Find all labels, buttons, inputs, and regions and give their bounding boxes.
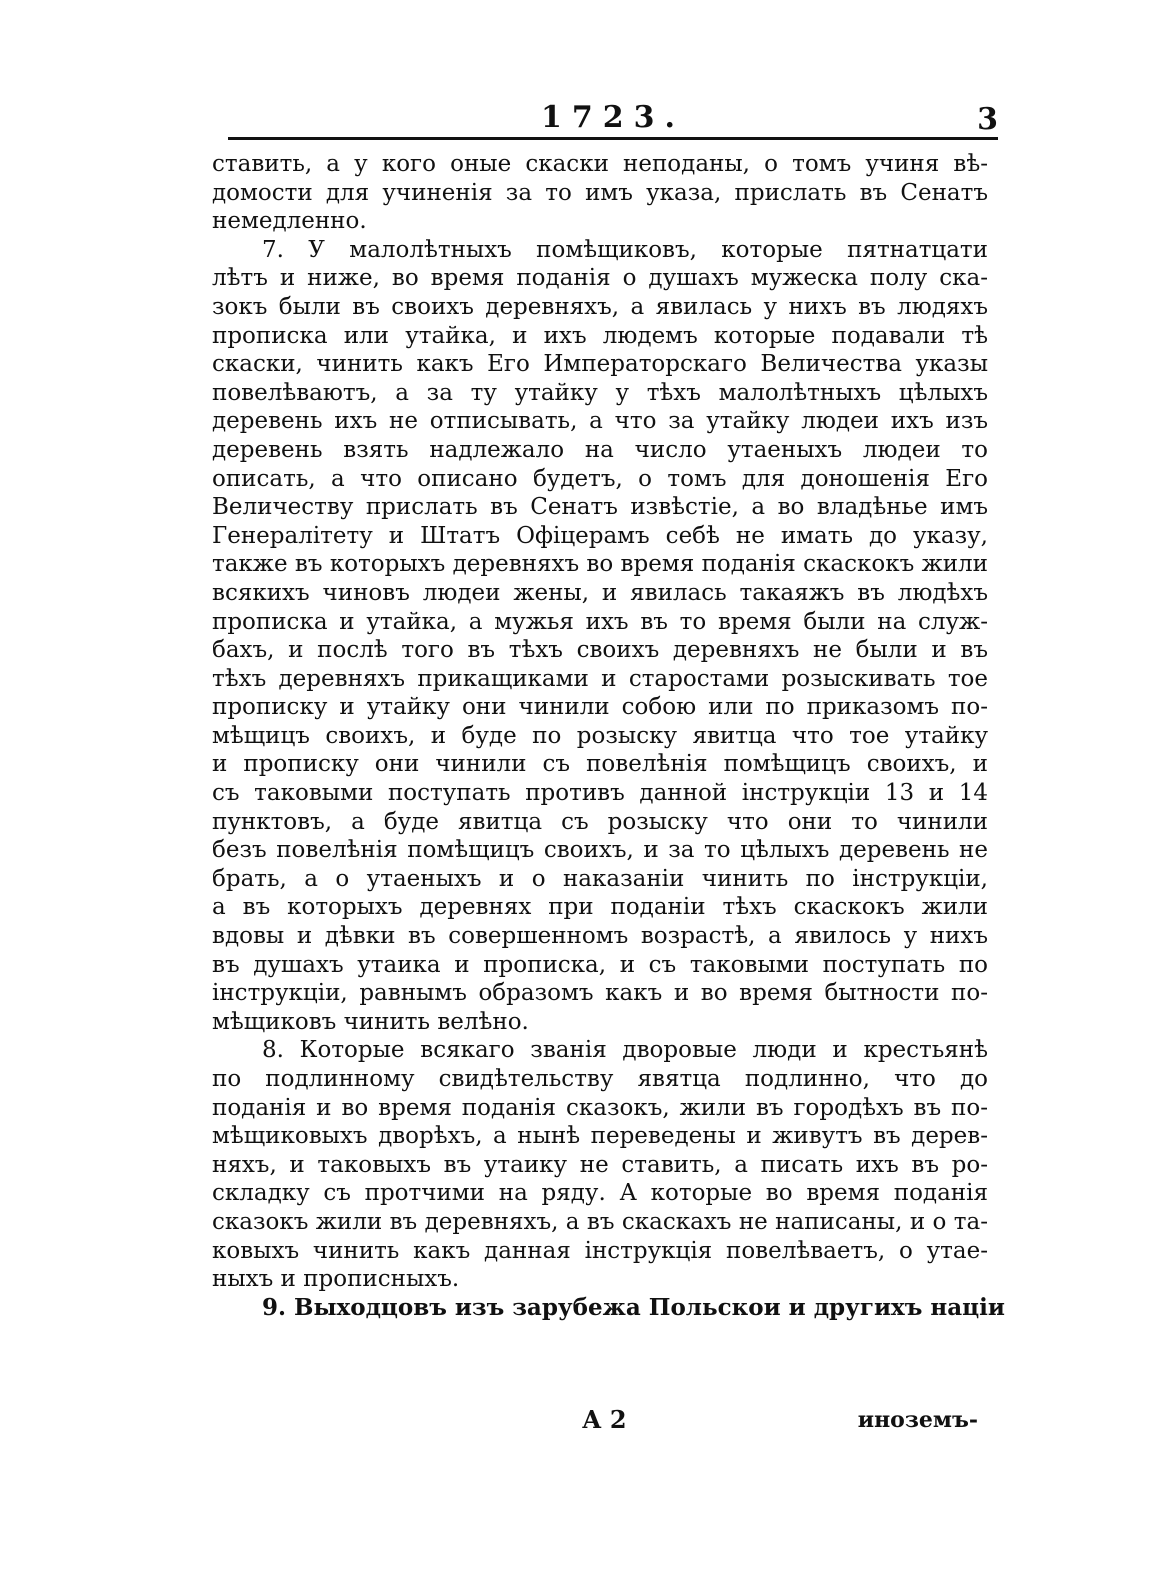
text-line: деревень ихъ не отписывать, а что за утайку людеи ихъ изъ [212,408,988,435]
page-header [228,96,998,140]
text-line: прописка и утайка, а мужья ихъ въ то время были на служ- [212,608,988,635]
catchword: иноземъ- [857,1407,978,1433]
text-line: ковыхъ чинить какъ данная інструкція повелѣваетъ, о утае- [212,1237,988,1264]
paragraph [212,1293,1005,1323]
text-line: ставить, а у кого оные скаски неподаны, о томъ учиня вѣ- [212,151,988,177]
text-line: прописку и утайку они чинили собою или по приказомъ по- [212,694,988,721]
paragraph [212,1036,988,1293]
text-line: домости для учиненія за то имъ указа, прислать въ Сенатъ [212,179,988,206]
text-line: а въ которыхъ деревнях при поданіи тѣхъ скаскокъ жили [212,894,988,921]
text-line: скаски, чинить какъ Его Императорскаго Величества указы [212,351,988,378]
text-line: ныхъ и прописныхъ. [212,1266,460,1293]
text-line: немедленно. [212,208,367,235]
text-line: повелѣваютъ, а за ту утайку у тѣхъ малолѣтныхъ цѣлыхъ [212,379,988,406]
text-line: описать, а что описано будетъ, о томъ для доношенія Его [212,465,988,492]
text-line: 9. Выходцовъ изъ зарубежа Польскои и другихъ націи [262,1293,1005,1321]
text-line: деревень взять надлежало на число утаеныхъ людеи то [212,436,988,463]
page-number: 3 [977,102,998,137]
text-line: Генералітету и Штатъ Офіцерамъ себѣ не имать до указу, [212,522,988,549]
text-line: зокъ были въ своихъ деревняхъ, а явилась у нихъ въ людяхъ [212,293,988,320]
text-line: брать, а о утаеныхъ и о наказаніи чинить по інструкціи, [212,865,988,892]
paragraph [212,236,988,1037]
text-line: и прописку они чинили съ повелѣнія помѣщицъ своихъ, и [212,751,988,778]
body-text [212,150,1005,1322]
text-line: всякихъ чиновъ людеи жены, и явилась такаяжъ въ людѣхъ [212,579,988,606]
text-line: прописка или утайка, и ихъ людемъ которые подавали тѣ [212,322,988,349]
text-line: 7. У малолѣтныхъ помѣщиковъ, которые пятнатцати [262,236,988,263]
signature-mark: А 2 [582,1405,627,1434]
text-line: сказокъ жили въ деревняхъ, а въ скаскахъ не написаны, и о та- [212,1208,988,1235]
text-line: няхъ, и таковыхъ въ утаику не ставить, а писать ихъ въ ро- [212,1151,988,1178]
text-line: поданія и во время поданія сказокъ, жили въ городѣхъ въ по- [212,1094,988,1121]
text-line: інструкціи, равнымъ образомъ какъ и во время бытности по- [212,980,988,1007]
text-line: пунктовъ, а буде явитца съ розыску что они то чинили [212,808,988,835]
header-rule [228,137,998,140]
text-line: лѣтъ и ниже, во время поданія о душахъ мужеска полу ска- [212,265,988,292]
paragraph [212,150,988,236]
text-line: съ таковыми поступать противъ данной інструкціи 13 и 14 [212,780,988,807]
text-line: тѣхъ деревняхъ прикащиками и старостами розыскивать тое [212,665,988,692]
header-year: 1723. [541,100,685,135]
page-footer [212,1405,988,1435]
text-line: мѣщиковъ чинить велѣно. [212,1008,529,1035]
text-line: въ душахъ утаика и прописка, и съ таковыми поступать по [212,951,988,978]
text-line: вдовы и дѣвки въ совершенномъ возрастѣ, а явилось у нихъ [212,923,988,950]
text-line: 8. Которые всякаго званія дворовые люди и крестьянѣ [262,1037,988,1064]
text-line: мѣщиковыхъ дворѣхъ, а нынѣ переведены и живутъ въ дерев- [212,1123,988,1150]
text-line: складку съ протчими на ряду. А которые во время поданія [212,1180,988,1207]
text-line: мѣщицъ своихъ, и буде по розыску явитца что тое утайку [212,722,988,749]
text-line: бахъ, и послѣ того въ тѣхъ своихъ деревняхъ не были и въ [212,637,988,664]
text-line: безъ повелѣнія помѣщицъ своихъ, и за то цѣлыхъ деревень не [212,837,988,864]
text-line: также въ которыхъ деревняхъ во время поданія скаскокъ жили [212,551,988,578]
text-line: Величеству прислать въ Сенатъ извѣстіе, а во владѣнье имъ [212,494,988,521]
text-line: по подлинному свидѣтельству явятца подлинно, что до [212,1066,988,1092]
